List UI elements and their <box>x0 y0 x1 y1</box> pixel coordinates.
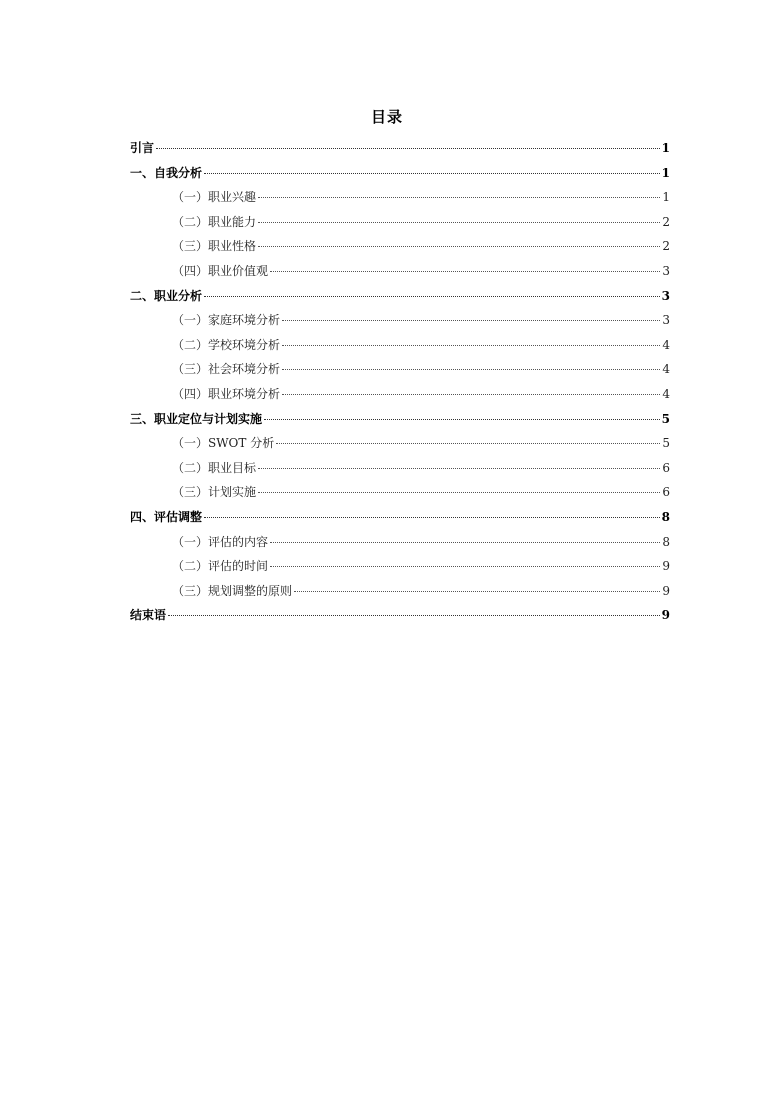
toc-entry[interactable] <box>130 333 670 358</box>
toc-entry-page-number: 8 <box>661 509 670 524</box>
toc-entry-page-number: 1 <box>661 165 670 180</box>
toc-entry-label: （四）职业价值观 <box>172 263 269 278</box>
toc-entry[interactable] <box>130 431 670 456</box>
toc-entry-label: 一、自我分析 <box>130 165 203 180</box>
toc-entry-page-number: 4 <box>662 386 670 401</box>
toc-entry-page-number: 5 <box>662 436 670 451</box>
toc-entry-label: 三、职业定位与计划实施 <box>130 411 263 426</box>
toc-dot-leader <box>204 172 660 174</box>
toc-entry-label: （一）职业兴趣 <box>172 190 257 205</box>
toc-entry-label: （一）家庭环境分析 <box>172 313 281 328</box>
toc-entry[interactable] <box>130 579 670 604</box>
toc-dot-leader <box>270 565 660 567</box>
toc-entry-page-number: 3 <box>662 313 670 328</box>
toc-entry-page-number: 4 <box>662 362 670 377</box>
toc-entry-page-number: 6 <box>662 460 670 475</box>
toc-dot-leader <box>270 270 660 272</box>
toc-entry[interactable] <box>130 308 670 333</box>
toc-entry[interactable] <box>130 603 670 628</box>
toc-entry-page-number: 1 <box>661 141 670 155</box>
toc-dot-leader <box>258 196 660 198</box>
toc-entry[interactable] <box>130 530 670 555</box>
toc-entry-page-number: 6 <box>662 485 670 500</box>
toc-dot-leader <box>258 221 660 223</box>
toc-entry-page-number: 8 <box>662 534 670 549</box>
toc-entry[interactable] <box>130 456 670 481</box>
toc-entry-label: （一）评估的内容 <box>172 534 269 549</box>
toc-entry-label: 结束语 <box>130 608 167 623</box>
toc-entry-page-number: 3 <box>661 288 670 303</box>
toc-entry[interactable] <box>130 210 670 235</box>
toc-dot-leader <box>282 368 660 370</box>
toc-entry[interactable] <box>130 259 670 284</box>
toc-entry-page-number: 5 <box>661 411 670 426</box>
toc-entry[interactable] <box>130 185 670 210</box>
toc-dot-leader <box>282 393 660 395</box>
toc-entry-page-number: 9 <box>662 559 670 574</box>
toc-entry-label: （二）职业能力 <box>172 214 257 229</box>
toc-entry-page-number: 3 <box>662 263 670 278</box>
toc-entry[interactable] <box>130 505 670 530</box>
toc-entry-label: （二）评估的时间 <box>172 559 269 574</box>
toc-dot-leader <box>168 614 660 616</box>
toc-dot-leader <box>282 344 660 346</box>
toc-dot-leader <box>276 442 660 444</box>
toc-dot-leader <box>294 590 660 592</box>
toc-dot-leader <box>156 147 660 149</box>
toc-dot-leader <box>204 295 660 297</box>
toc-dot-leader <box>258 467 660 469</box>
toc-entry-label: （一）SWOT 分析 <box>172 436 275 451</box>
toc-entry-page-number: 9 <box>662 583 670 598</box>
toc-entry-label: （三）社会环境分析 <box>172 362 281 377</box>
toc-entry-page-number: 2 <box>662 214 670 229</box>
toc-entry-page-number: 2 <box>662 239 670 254</box>
toc-entry[interactable] <box>130 480 670 505</box>
toc-entry-label: （三）规划调整的原则 <box>172 583 293 598</box>
toc-entry-page-number: 1 <box>662 190 670 205</box>
toc-dot-leader <box>282 319 660 321</box>
toc-entry-label: 引言 <box>130 141 155 155</box>
toc-entry[interactable] <box>130 382 670 407</box>
toc-entry[interactable] <box>130 357 670 382</box>
toc-entry-label: （三）职业性格 <box>172 239 257 254</box>
toc-dot-leader <box>264 418 660 420</box>
toc-entry[interactable] <box>130 234 670 259</box>
toc-entry[interactable] <box>130 554 670 579</box>
toc-title: 目录 <box>370 108 403 126</box>
toc-entry-label: （二）职业目标 <box>172 460 257 475</box>
toc-dot-leader <box>258 491 660 493</box>
toc-entry-label: （四）职业环境分析 <box>172 386 281 401</box>
toc-dot-leader <box>270 541 660 543</box>
toc-entry[interactable] <box>130 407 670 432</box>
toc-entry-label: （二）学校环境分析 <box>172 337 281 352</box>
table-of-contents <box>130 136 670 628</box>
toc-entry-page-number: 4 <box>662 337 670 352</box>
toc-entry[interactable] <box>130 161 670 186</box>
toc-entry[interactable] <box>130 136 670 161</box>
toc-entry-label: （三）计划实施 <box>172 485 257 500</box>
toc-entry-label: 二、职业分析 <box>130 288 203 303</box>
toc-entry[interactable] <box>130 284 670 309</box>
toc-entry-page-number: 9 <box>661 608 670 623</box>
toc-dot-leader <box>204 516 660 518</box>
toc-dot-leader <box>258 245 660 247</box>
toc-entry-label: 四、评估调整 <box>130 509 203 524</box>
